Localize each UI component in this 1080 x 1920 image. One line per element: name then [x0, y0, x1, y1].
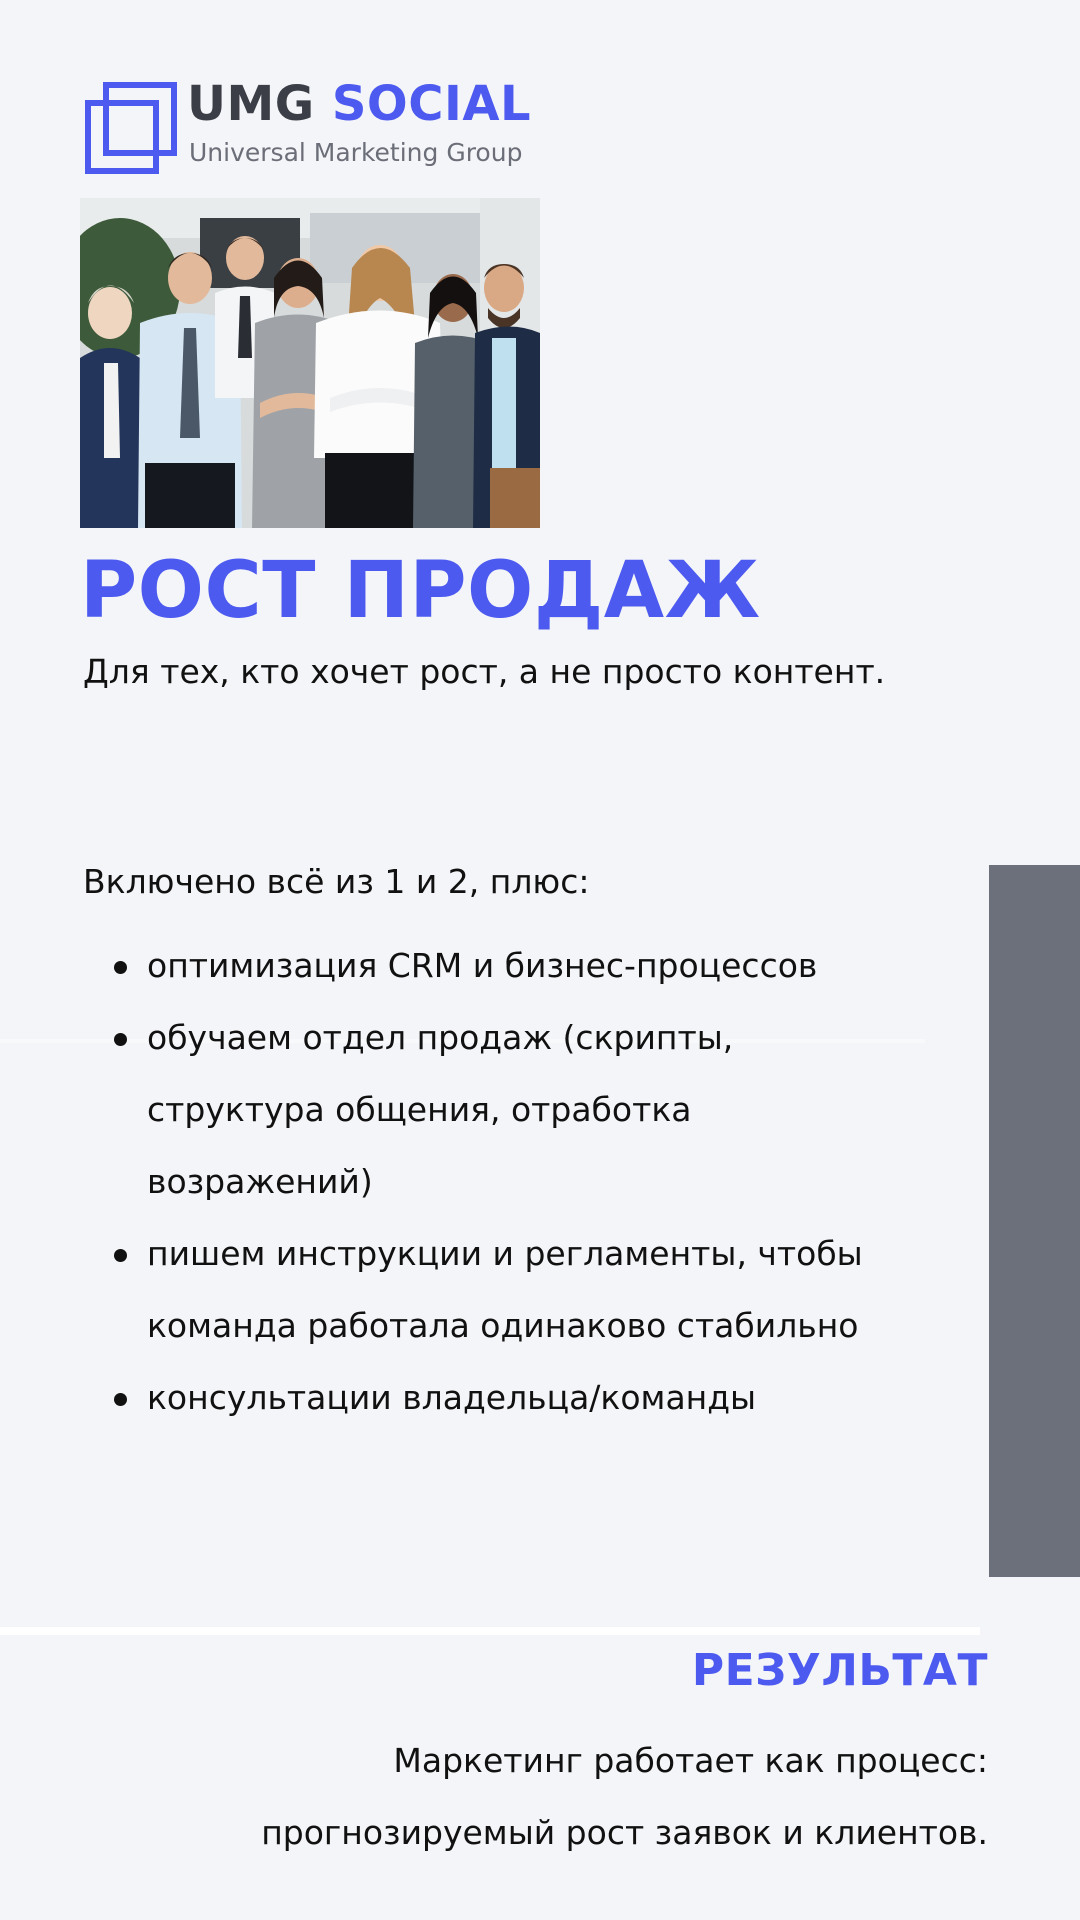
logo-squares-icon: [85, 82, 171, 168]
bullet-icon: [114, 1033, 127, 1046]
bullet-icon: [114, 961, 127, 974]
section-divider: [0, 1627, 980, 1635]
brand-name: [187, 76, 531, 132]
list-item: [110, 1218, 910, 1362]
bullet-icon: [114, 1249, 127, 1262]
list-item-text: обучаем отдел продаж (скрипты, структура общения, отработка возражений): [147, 1018, 734, 1201]
list-item-text: пишем инструкции и регламенты, чтобы команда работала одинаково стабильно: [147, 1234, 863, 1345]
bullet-icon: [114, 1393, 127, 1406]
result-line-2: прогнозируемый рост заявок и клиентов.: [261, 1813, 988, 1852]
decorative-side-bar: [989, 865, 1080, 1577]
list-item: [110, 930, 910, 1002]
result-title: РЕЗУЛЬТАТ: [691, 1645, 988, 1696]
list-item: [110, 1362, 910, 1434]
brand-tagline: Universal Marketing Group: [189, 138, 523, 167]
brand-name-part1: UMG: [187, 76, 315, 132]
result-line-1: Маркетинг работает как процесс:: [393, 1741, 988, 1780]
team-photo: [80, 198, 540, 528]
list-item-text: оптимизация CRM и бизнес-процессов: [147, 946, 818, 985]
list-item: [110, 1002, 910, 1218]
features-intro: Включено всё из 1 и 2, плюс:: [83, 862, 590, 901]
features-list: [110, 930, 910, 1434]
brand-name-part2: SOCIAL: [331, 76, 532, 132]
brand-logo: [85, 76, 545, 170]
team-photo-illustration: [80, 198, 540, 528]
list-item-text: консультации владельца/команды: [147, 1378, 757, 1417]
page-title: РОСТ ПРОДАЖ: [80, 546, 761, 636]
page-subtitle: Для тех, кто хочет рост, а не просто контент.: [83, 652, 886, 691]
result-text: [88, 1725, 988, 1869]
